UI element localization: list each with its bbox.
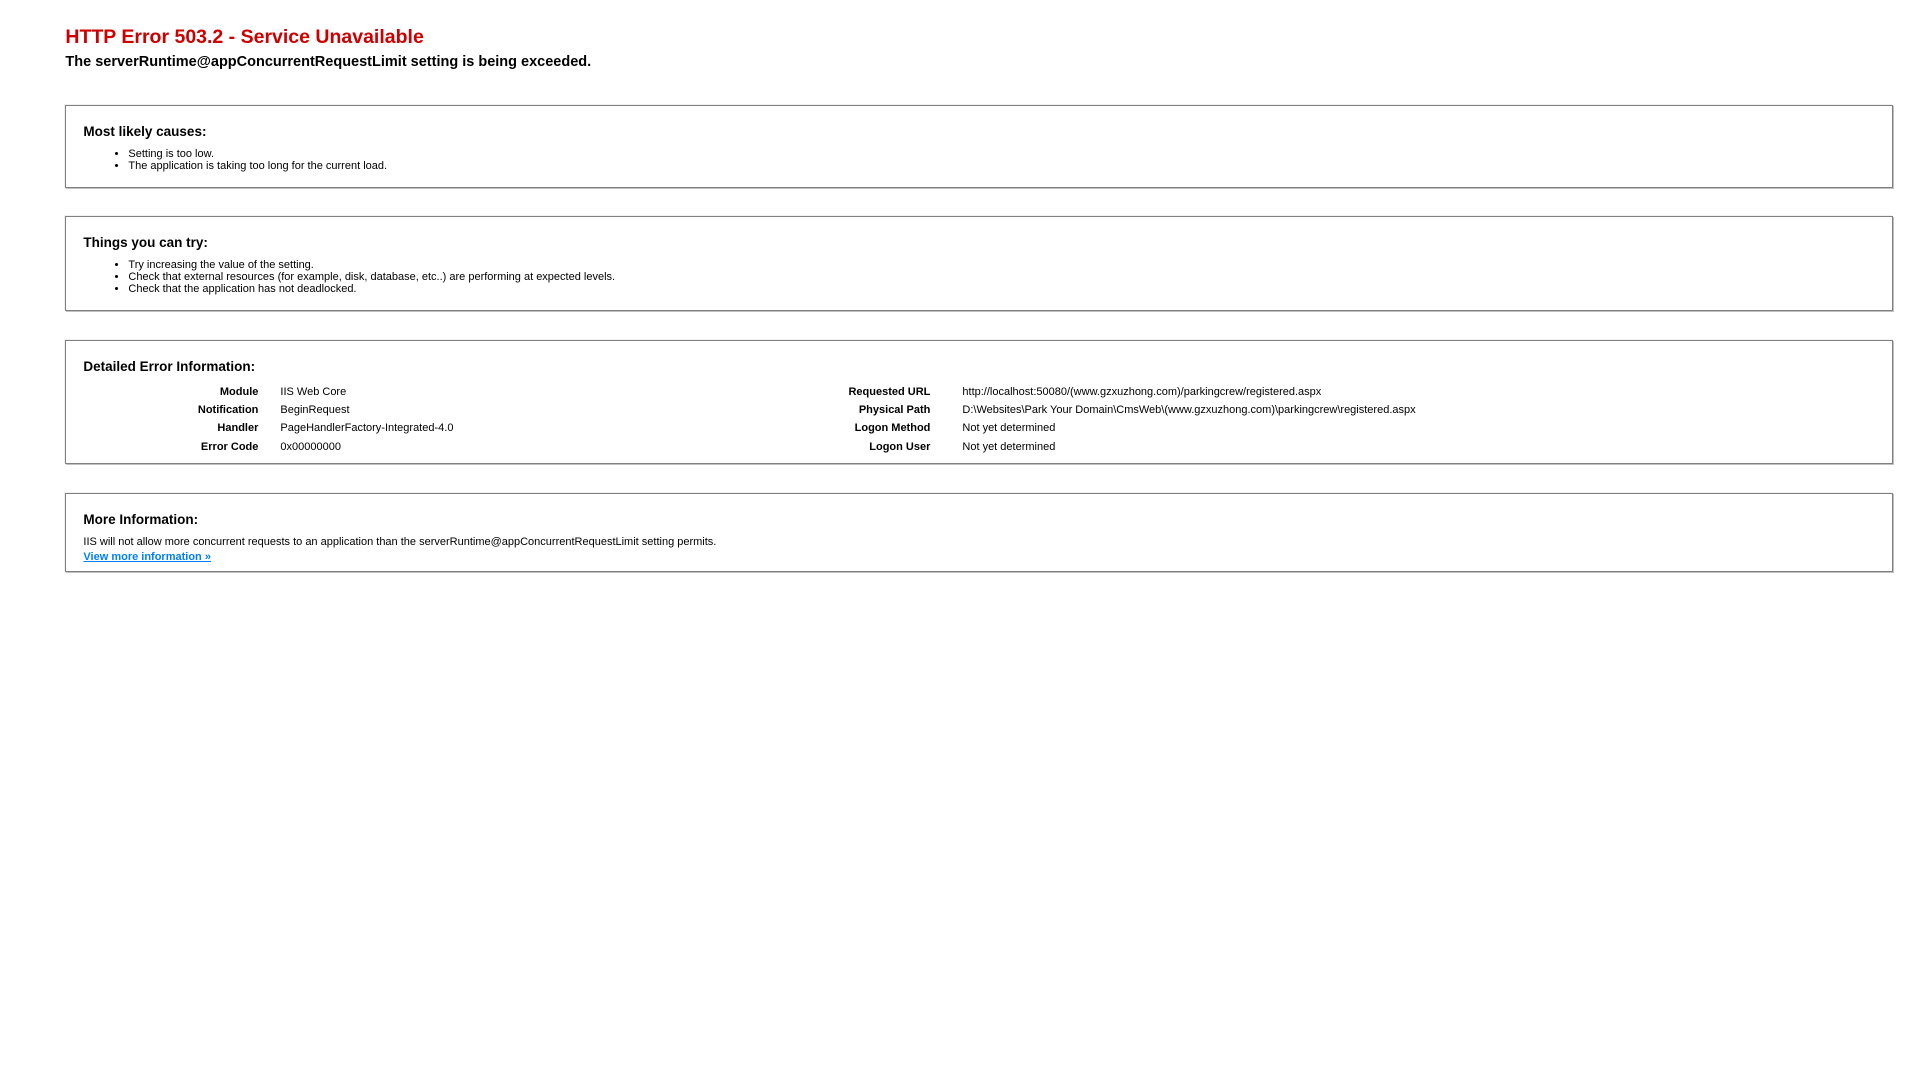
list-item: • Try increasing the value of the setting. bbox=[128, 259, 1875, 271]
table-row bbox=[83, 438, 1415, 456]
list-item: • Check that the application has not deadlocked. bbox=[128, 283, 1875, 295]
detail-value: Not yet determined bbox=[962, 440, 1056, 453]
causes-section bbox=[65, 105, 1893, 188]
detail-label: Requested URL bbox=[848, 386, 931, 398]
detail-value: PageHandlerFactory-Integrated-4.0 bbox=[280, 422, 454, 435]
list-item: • The application is taking too long for the current load. bbox=[128, 160, 1875, 172]
more-info-text: IIS will not allow more concurrent requests to an application than the serverRuntime@appConcurrentRequestLimit setting permits. bbox=[83, 536, 717, 548]
page-content bbox=[38, 0, 1920, 572]
table-row bbox=[83, 401, 1415, 419]
detail-label: Logon Method bbox=[854, 422, 931, 435]
detail-label: Logon User bbox=[869, 440, 931, 453]
view-more-information-link[interactable]: View more information » bbox=[83, 551, 211, 563]
list-item: • Setting is too low. bbox=[128, 148, 1875, 160]
more-info-section bbox=[65, 493, 1893, 572]
try-heading: Things you can try: bbox=[83, 235, 208, 250]
try-section bbox=[65, 216, 1893, 311]
detail-label: Physical Path bbox=[858, 404, 931, 417]
details-table bbox=[83, 383, 1415, 456]
detail-label: Module bbox=[219, 386, 259, 398]
table-row bbox=[83, 383, 1415, 401]
detail-label: Error Code bbox=[200, 440, 259, 453]
more-info-heading: More Information: bbox=[83, 512, 199, 527]
causes-heading: Most likely causes: bbox=[83, 124, 207, 139]
detail-value: D:\Websites\Park Your Domain\CmsWeb\(www.gzxuzhong.com)\parkingcrew\registered.aspx bbox=[962, 404, 1416, 417]
error-title: HTTP Error 503.2 - Service Unavailable bbox=[65, 26, 424, 48]
detail-value: BeginRequest bbox=[280, 404, 350, 417]
detail-value: http://localhost:50080/(www.gzxuzhong.com)/parkingcrew/registered.aspx bbox=[962, 386, 1322, 398]
detail-value: Not yet determined bbox=[962, 422, 1056, 435]
detail-value: 0x00000000 bbox=[280, 440, 341, 453]
list-item: • Check that external resources (for example, disk, database, etc..) are performing at expected levels. bbox=[128, 271, 1875, 283]
table-row bbox=[83, 419, 1415, 437]
error-subtitle: The serverRuntime@appConcurrentRequestLimit setting is being exceeded. bbox=[65, 54, 592, 70]
error-header bbox=[38, 0, 1920, 92]
try-list bbox=[83, 259, 1875, 295]
detail-label: Handler bbox=[217, 422, 259, 435]
details-heading: Detailed Error Information: bbox=[83, 359, 256, 374]
details-section bbox=[65, 340, 1893, 464]
detail-label: Notification bbox=[197, 404, 259, 417]
detail-value: IIS Web Core bbox=[280, 386, 347, 398]
causes-list bbox=[83, 148, 1875, 172]
